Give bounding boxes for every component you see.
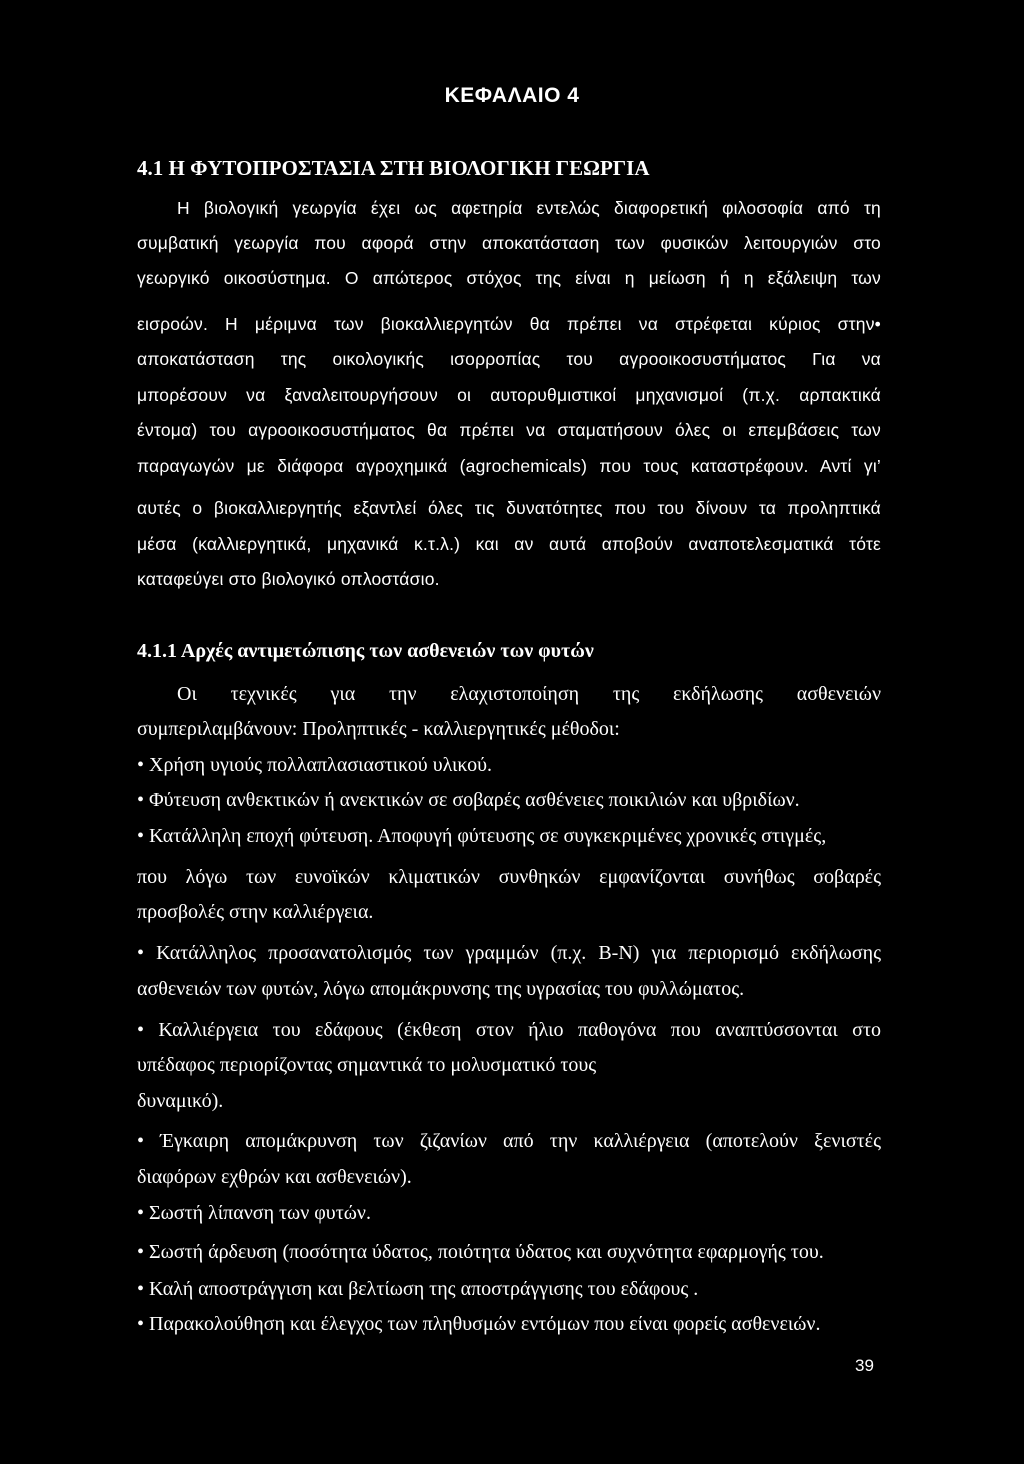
body-line: διαφόρων εχθρών και ασθενειών). <box>137 1166 412 1188</box>
bullet-item: • Καλή αποστράγγιση και βελτίωση της αποστράγγισης του εδάφους . <box>137 1278 699 1300</box>
chapter-title: ΚΕΦΑΛΑΙΟ 4 <box>444 84 580 107</box>
intro-line: μπορέσουν να ξαναλειτουργήσουν οι αυτορυθμιστικοί μηχανισμοί (π.χ. αρπακτικά <box>137 385 881 405</box>
intro-line: συμβατική γεωργία που αφορά στην αποκατάσταση των φυσικών λειτουργιών στο <box>137 233 881 253</box>
page-number: 39 <box>855 1356 874 1375</box>
bullet-item: • Καλλιέργεια του εδάφους (έκθεση στον ήλιο παθογόνα που αναπτύσσονται στο <box>137 1019 881 1041</box>
intro-line: παραγωγών με διάφορα αγροχημικά (agrochemicals) που τους καταστρέφουν. Αντί γι’ <box>137 456 881 476</box>
bullet-item: • Παρακολούθηση και έλεγχος των πληθυσμών εντόμων που είναι φορείς ασθενειών. <box>137 1313 821 1335</box>
bullet-item: • Έγκαιρη απομάκρυνση των ζιζανίων από την καλλιέργεια (αποτελούν ξενιστές <box>137 1130 881 1152</box>
subsection-heading: 4.1.1 Αρχές αντιμετώπισης των ασθενειών των φυτών <box>137 640 594 662</box>
body-line: που λόγω των ευνοϊκών κλιματικών συνθηκών εμφανίζονται συνήθως σοβαρές <box>137 866 881 888</box>
intro-line: καταφεύγει στο βιολογικό οπλοστάσιο. <box>137 569 440 589</box>
intro-line: έντομα) του αγροοικοσυστήματος θα πρέπει να σταματήσουν όλες οι επεμβάσεις των <box>137 420 881 440</box>
body-line: δυναμικό). <box>137 1090 224 1112</box>
section-heading: 4.1 Η ΦΥΤΟΠΡΟΣΤΑΣΙΑ ΣΤΗ ΒΙΟΛΟΓΙΚΗ ΓΕΩΡΓΙΑ <box>137 156 650 180</box>
bullet-item: • Κατάλληλος προσανατολισμός των γραμμών (π.χ. Β-Ν) για περιορισμό εκδήλωσης <box>137 942 881 964</box>
bullet-item: • Σωστή λίπανση των φυτών. <box>137 1202 371 1224</box>
body-line: Οι τεχνικές για την ελαχιστοποίηση της εκδήλωσης ασθενειών <box>177 683 881 705</box>
bullet-item: • Χρήση υγιούς πολλαπλασιαστικού υλικού. <box>137 754 492 776</box>
intro-line: αυτές ο βιοκαλλιεργητής εξαντλεί όλες τις δυνατότητες που του δίνουν τα προληπτικά <box>137 498 881 518</box>
intro-line: γεωργικό οικοσύστημα. Ο απώτερος στόχος της είναι η μείωση ή η εξάλειψη των <box>137 268 881 288</box>
bullet-item: • Φύτευση ανθεκτικών ή ανεκτικών σε σοβαρές ασθένειες ποικιλιών και υβριδίων. <box>137 789 800 811</box>
intro-line: αποκατάσταση της οικολογικής ισορροπίας του αγροοικοσυστήματος Για να <box>137 349 881 369</box>
body-line: προσβολές στην καλλιέργεια. <box>137 901 374 923</box>
body-line: υπέδαφος περιορίζοντας σημαντικά το μολυσματικό τους <box>137 1054 597 1076</box>
intro-line: Η βιολογική γεωργία έχει ως αφετηρία εντελώς διαφορετική φιλοσοφία από τη <box>177 198 881 218</box>
intro-line: εισροών. Η μέριμνα των βιοκαλλιεργητών θα πρέπει να στρέφεται κύριος στην• <box>137 314 881 334</box>
bullet-item: • Σωστή άρδευση (ποσότητα ύδατος, ποιότητα ύδατος και συχνότητα εφαρμογής του. <box>137 1241 824 1263</box>
body-line: συμπεριλαμβάνουν: Προληπτικές - καλλιεργητικές μέθοδοι: <box>137 718 620 740</box>
body-line: ασθενειών των φυτών, λόγω απομάκρυνσης της υγρασίας του φυλλώματος. <box>137 978 745 1000</box>
bullet-item: • Κατάλληλη εποχή φύτευση. Αποφυγή φύτευσης σε συγκεκριμένες χρονικές στιγμές, <box>137 825 827 847</box>
intro-line: μέσα (καλλιεργητικά, μηχανικά κ.τ.λ.) και αν αυτά αποβούν αναποτελεσματικά τότε <box>137 534 881 554</box>
